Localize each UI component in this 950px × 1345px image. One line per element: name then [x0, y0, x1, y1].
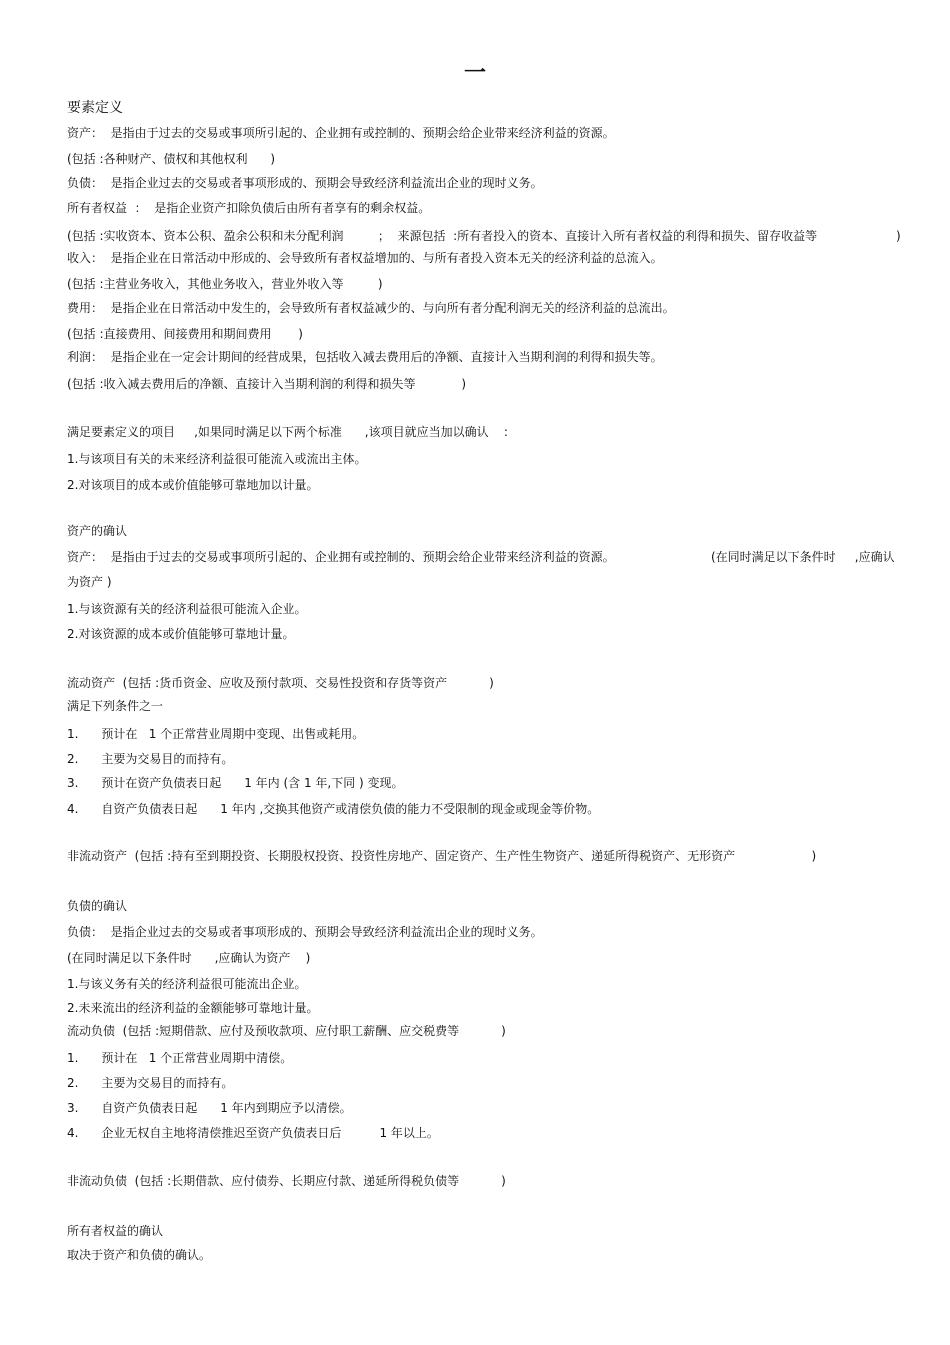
- list-item: 1. 预计在 1 个正常营业周期中清偿。: [67, 1051, 293, 1065]
- text-line: 2.未来流出的经济利益的金额能够可靠地计量。: [67, 1001, 319, 1015]
- text-line: 流动资产 (包括 :货币资金、应收及预付款项、交易性投资和存货等资产 ): [67, 676, 494, 690]
- section-heading-element-definition: 要素定义: [67, 100, 123, 116]
- section-heading-liability-recognition: 负债的确认: [67, 899, 128, 913]
- text-line: 收入： 是指企业在日常活动中形成的、会导致所有者权益增加的、与所有者投入资本无关的经济利益的总流入。: [67, 251, 663, 265]
- text-line: 负债： 是指企业过去的交易或者事项形成的、预期会导致经济利益流出企业的现时义务。: [67, 176, 543, 190]
- text-line: 负债： 是指企业过去的交易或者事项形成的、预期会导致经济利益流出企业的现时义务。: [67, 925, 543, 939]
- text-line: 费用： 是指企业在日常活动中发生的，会导致所有者权益减少的、与向所有者分配利润无关的经济利益的总流出。: [67, 301, 675, 315]
- text-line: 满足下列条件之一: [67, 699, 164, 713]
- list-item: 3. 预计在资产负债表日起 1 年内 (含 1 年,下同 ) 变现。: [67, 776, 404, 790]
- text-line: (包括 :收入减去费用后的净额、直接计入当期利润的利得和损失等 ): [67, 377, 466, 391]
- list-item: 2. 主要为交易目的而持有。: [67, 752, 234, 766]
- text-line: 非流动资产 (包括 :持有至到期投资、长期股权投资、投资性房地产、固定资产、生产性生物资产、递延所得税资产、无形资产 ): [67, 849, 817, 863]
- text-line: 流动负债 (包括 :短期借款、应付及预收款项、应付职工薪酬、应交税费等 ): [67, 1024, 506, 1038]
- text-line: (包括 :各种财产、债权和其他权利 ): [67, 152, 276, 166]
- text-line: (包括 :实收资本、资本公积、盈余公积和未分配利润 ； 来源包括 :所有者投入的资本、直接计入所有者权益的利得和损失、留存收益等: [67, 229, 818, 243]
- text-line: 资产： 是指由于过去的交易或事项所引起的、企业拥有或控制的、预期会给企业带来经济利益的资源。: [67, 550, 615, 564]
- text-line: 2.对该项目的成本或价值能够可靠地加以计量。: [67, 478, 319, 492]
- list-item: 3. 自资产负债表日起 1 年内到期应予以清偿。: [67, 1101, 352, 1115]
- text-line: 满足要素定义的项目 ,如果同时满足以下两个标准 ,该项目就应当加以确认 :: [67, 425, 508, 439]
- text-line: 所有者权益 ： 是指企业资产扣除负债后由所有者享有的剩余权益。: [67, 201, 431, 215]
- text-line: 为资产 ): [67, 575, 112, 589]
- list-item: 2. 主要为交易目的而持有。: [67, 1076, 234, 1090]
- text-line: (包括 :主营业务收入，其他业务收入，营业外收入等 ): [67, 277, 383, 291]
- text-line: 非流动负债 (包括 :长期借款、应付债券、长期应付款、递延所得税负债等 ): [67, 1174, 506, 1188]
- text-line: 1.与该项目有关的未来经济利益很可能流入或流出主体。: [67, 452, 367, 466]
- text-line: 取决于资产和负债的确认。: [67, 1248, 212, 1262]
- text-line: (在同时满足以下条件时 ,应确认为资产 ): [67, 951, 311, 965]
- list-item: 4. 企业无权自主地将清偿推迟至资产负债表日后 1 年以上。: [67, 1126, 439, 1140]
- page-title: 一: [463, 61, 486, 86]
- text-line: 2.对该资源的成本或价值能够可靠地计量。: [67, 627, 295, 641]
- text-line: 1.与该资源有关的经济利益很可能流入企业。: [67, 602, 307, 616]
- section-heading-asset-recognition: 资产的确认: [67, 524, 128, 538]
- list-item: 1. 预计在 1 个正常营业周期中变现、出售或耗用。: [67, 727, 365, 741]
- text-line: 1.与该义务有关的经济利益很可能流出企业。: [67, 977, 307, 991]
- text-line: 资产： 是指由于过去的交易或事项所引起的、企业拥有或控制的、预期会给企业带来经济利益的资源。: [67, 126, 615, 140]
- section-heading-equity-recognition: 所有者权益的确认: [67, 1224, 164, 1238]
- text-line: 利润： 是指企业在一定会计期间的经营成果，包括收入减去费用后的净额、直接计入当期利润的利得和损失等。: [67, 350, 663, 364]
- list-item: 4. 自资产负债表日起 1 年内 ,交换其他资产或清偿负债的能力不受限制的现金或现金等价物。: [67, 802, 600, 816]
- text-line-closing-paren: ): [896, 229, 901, 243]
- text-line: (包括 :直接费用、间接费用和期间费用 ): [67, 327, 303, 341]
- text-line: (在同时满足以下条件时 ,应确认: [711, 550, 895, 564]
